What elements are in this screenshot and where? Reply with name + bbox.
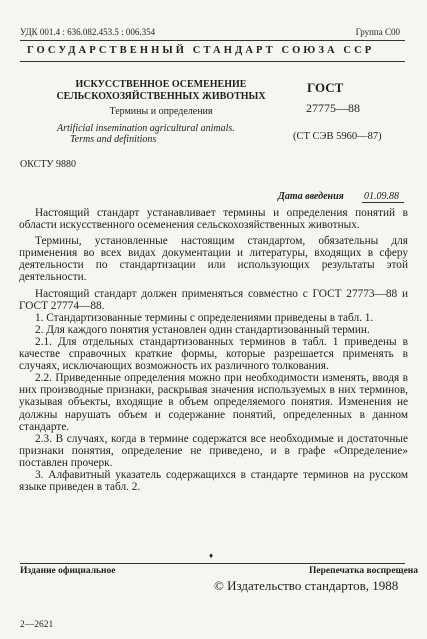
body-paragraph-2-1: 2.1. Для отдельных стандартизованных терминов в табл. 1 приведены в качестве справочных краткие формы, которые разрешается применять в случаях, исключающих возможность их различного толкования. [19,335,408,373]
english-title-line2: Terms and definitions [70,134,157,145]
body-paragraph-joint-use: Настоящий стандарт должен применяться совместно с ГОСТ 27773—88 и ГОСТ 27774—88. [19,287,408,312]
print-number: 2—2621 [20,620,54,630]
header-rule-top [20,40,405,41]
body-paragraph-1: 1. Стандартизованные термины с определениями приведены в табл. 1. [35,311,374,324]
english-title-line1: Artificial insemination agricultural animals. [57,123,235,134]
official-edition-label: Издание официальное [20,566,116,576]
body-paragraph-2-2: 2.2. Приведенные определения можно при необходимости изменять, вводя в них производные признаки, раскрывая значения используемых в них терминов, указывая объекты, входящие в объем определяемого понятия. Изменения не должны нарушать объем и содержание понятий, определенных в данном стандарте. [19,372,408,433]
okstu-code: ОКСТУ 9880 [20,159,77,170]
gost-label: ГОСТ [307,80,344,95]
effective-date-underline [362,202,404,203]
body-paragraph-2: 2. Для каждого понятия установлен один стандартизованный термин. [35,323,370,336]
effective-date-value: 01.09.88 [364,191,399,202]
document-subtitle: Термины и определения [109,106,213,117]
group-code: Группа С00 [355,27,400,37]
bullet-mark: ♦ [209,551,214,560]
body-paragraph-2-3: 2.3. В случаях, когда в термине содержатся все необходимые и достаточные признаки понятия, определение не приведено, и в графе «Определение» поставлен прочерк. [19,432,408,469]
footer-rule [20,563,405,564]
reprint-prohibited-label: Перепечатка воспрещена [309,566,419,576]
gost-number: 27775—88 [306,101,360,115]
publisher-copyright: © Издательство стандартов, 1988 [214,578,399,593]
document-title-line2: СЕЛЬСКОХОЗЯЙСТВЕННЫХ ЖИВОТНЫХ [56,91,266,102]
effective-date-label: Дата введения [278,191,344,202]
body-paragraph-mandatory: Термины, установленные настоящим стандартом, обязательны для применения во всех видах документации и литературы, входящих в сферу деятельности по стандартизации или использующих результаты этой деятельности. [19,235,408,284]
header-rule-bottom [20,61,405,62]
document-body [19,207,408,493]
st-sev-number: (СТ СЭВ 5960—87) [293,131,382,142]
udc-code: УДК 001.4 : 636.082.453.5 : 006.354 [20,27,156,37]
standard-banner: ГОСУДАРСТВЕННЫЙ СТАНДАРТ СОЮЗА ССР [27,45,375,56]
body-paragraph-3: 3. Алфавитный указатель содержащихся в стандарте терминов на русском языке приведен в табл. 2. [19,468,408,494]
body-paragraph-scope: Настоящий стандарт устанавливает термины и определения понятий в области искусственного осеменения сельскохозяйственных животных. [19,207,408,232]
document-title-line1: ИСКУССТВЕННОЕ ОСЕМЕНЕНИЕ [75,79,247,90]
